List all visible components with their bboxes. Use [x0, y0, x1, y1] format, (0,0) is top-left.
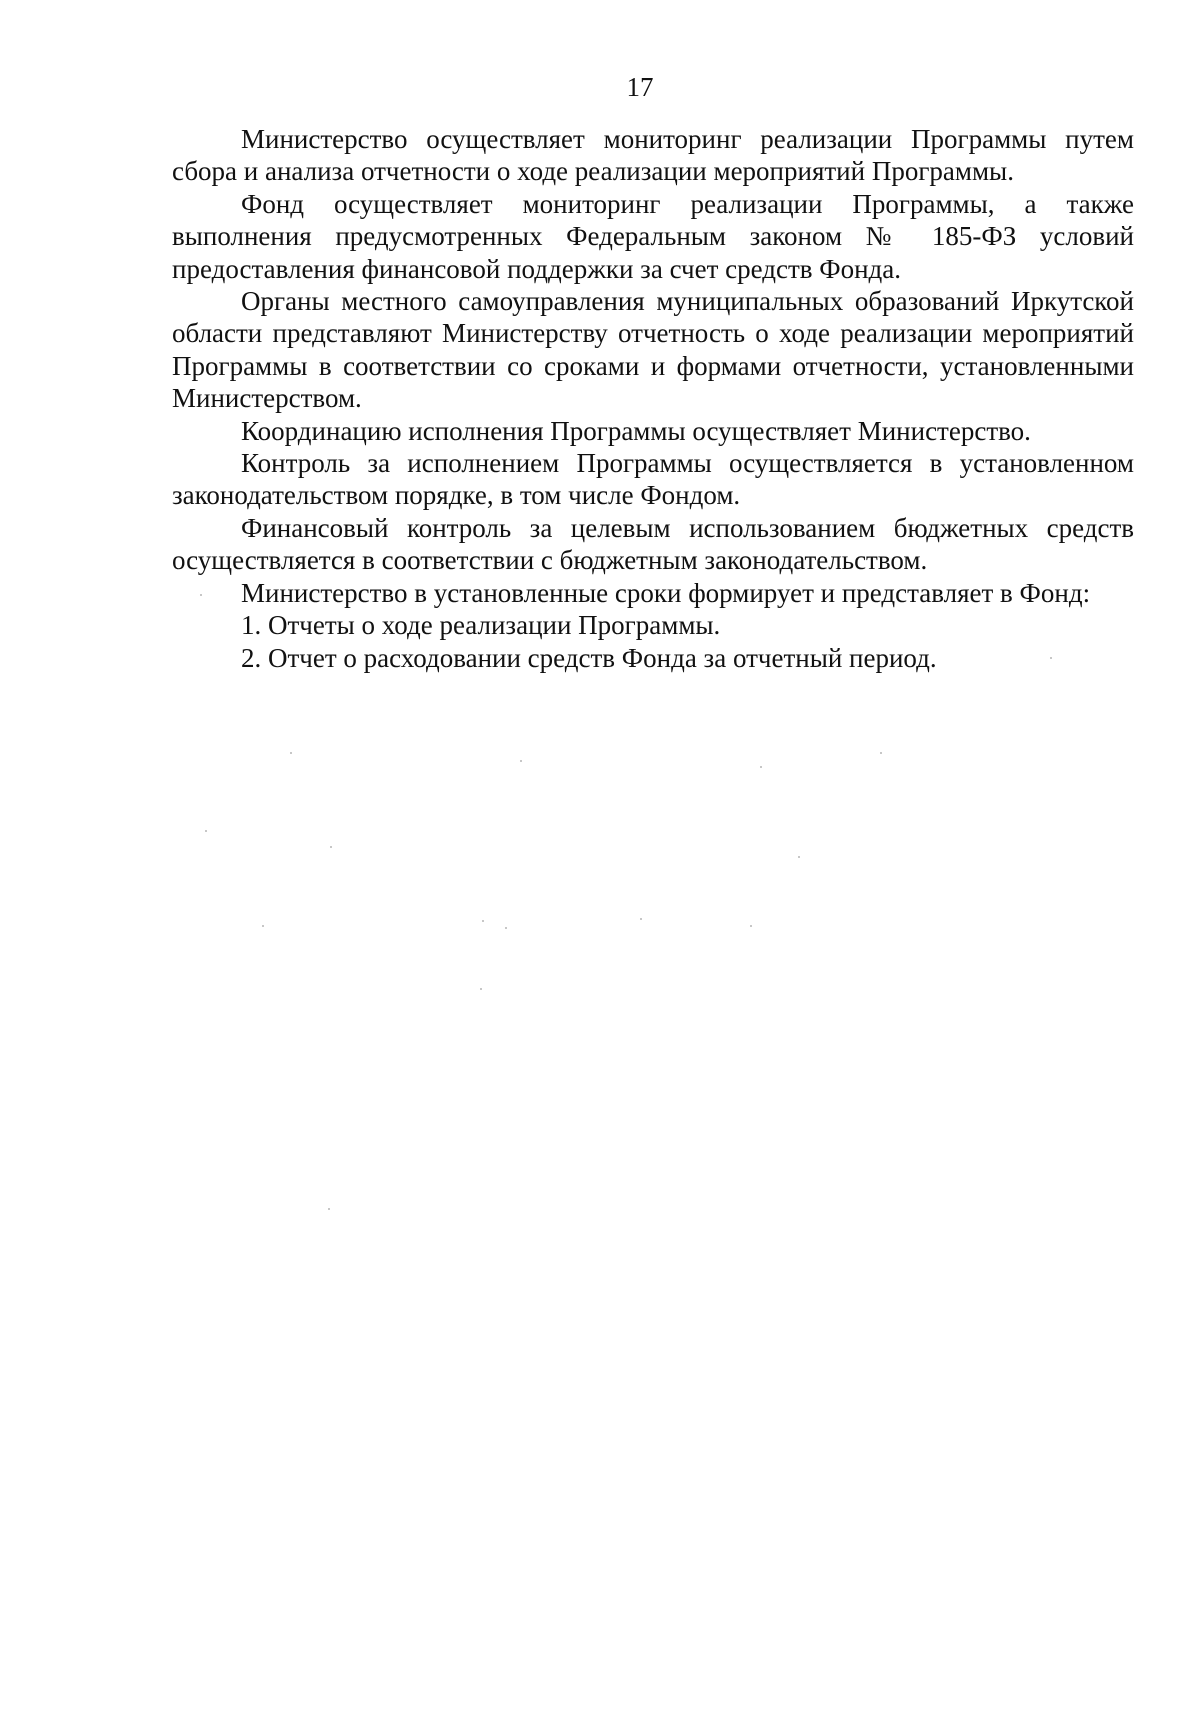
paragraph-control: Контроль за исполнением Программы осуществляется в установленном законодательством порядке, в том числе Фондом.	[172, 448, 1134, 511]
paragraph-financial-control: Финансовый контроль за целевым использованием бюджетных средств осуществляется в соответствии с бюджетным законодательством.	[172, 512, 1134, 576]
paragraph-coordination: Координацию исполнения Программы осуществляет Министерство.	[241, 415, 1031, 446]
paragraph-monitoring-ministry: Министерство осуществляет мониторинг реализации Программы путем сбора и анализа отчетности о ходе реализации мероприятий Программы.	[172, 124, 1134, 187]
paragraph-local-authorities: Органы местного самоуправления муниципальных образований Иркутской области представляют Министерству отчетность о ходе реализации мероприятий Программы в соответствии со сроками и формами отчетности, установленными Министерством.	[172, 286, 1134, 414]
list-item-expenditure-report: 2. Отчет о расходовании средств Фонда за отчетный период.	[241, 642, 937, 673]
paragraph-monitoring-fund: Фонд осуществляет мониторинг реализации Программы, а также выполнения предусмотренных Федеральным законом № 185-ФЗ условий предоставления финансовой поддержки за счет средств Фонда.	[172, 188, 1134, 284]
list-item-reports: 1. Отчеты о ходе реализации Программы.	[241, 610, 721, 641]
page-number: 17	[626, 72, 654, 102]
paragraph-reporting-intro: Министерство в установленные сроки формирует и представляет в Фонд:	[241, 577, 1091, 608]
document-body	[172, 123, 1134, 674]
